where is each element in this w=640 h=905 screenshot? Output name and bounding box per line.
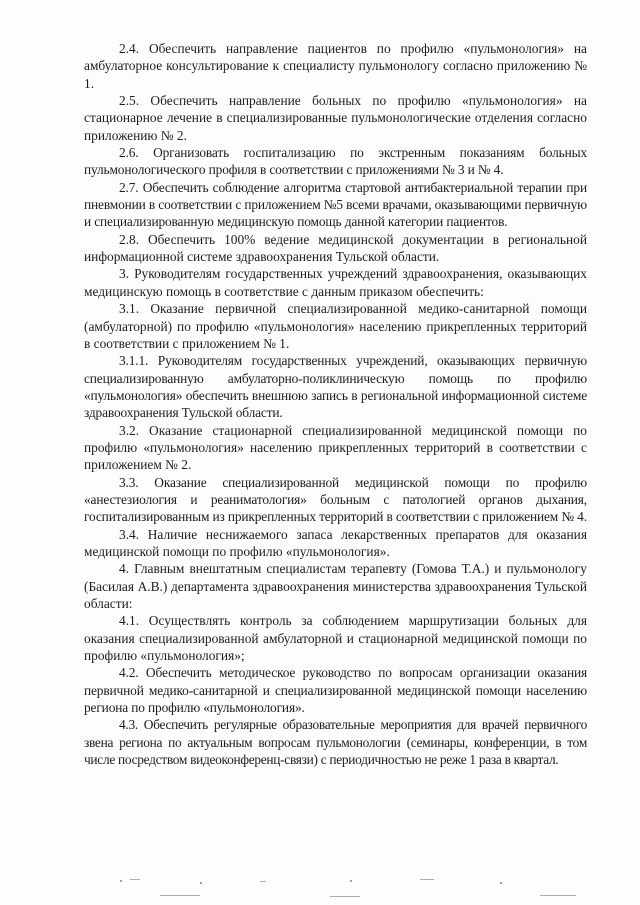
paragraph-3-1: 3.1. Оказание первичной специализированной медико-санитарной помощи (амбулаторной) по профилю «пульмонология» населению прикрепленных территорий в соответствии с приложением № 1. — [84, 301, 587, 351]
scan-artifacts — [0, 870, 640, 900]
paragraph-4-1: 4.1. Осуществлять контроль за соблюдением маршрутизации больных для оказания специализированной амбулаторной и стационарной медицинской помощи по профилю «пульмонология»; — [84, 613, 587, 664]
scan-speck — [120, 880, 122, 882]
scan-speck — [130, 879, 140, 880]
scan-speck — [160, 895, 200, 896]
scan-speck — [350, 880, 352, 882]
paragraph-3: 3. Руководителям государственных учреждений здравоохранения, оказывающих медицинскую помощь в соответствие с данным приказом обеспечить: — [84, 266, 587, 299]
paragraph-3-3: 3.3. Оказание специализированной медицинской помощи по профилю «анестезиология и реаниматология» больным с патологией органов дыхания, госпитализированным из прикрепленных территорий в соответствии с приложением № 4. — [84, 474, 587, 525]
paragraph-2-8: 2.8. Обеспечить 100% ведение медицинской документации в региональной информационной системе здравоохранения Тульской области. — [84, 231, 587, 265]
scan-speck — [200, 882, 202, 884]
paragraph-2-7: 2.7. Обеспечить соблюдение алгоритма стартовой антибактериальной терапии при пневмонии в соответствии с приложением №5 всеми врачами, оказывающими первичную и специализированную медицинскую помощь данной категории пациентов. — [84, 179, 587, 230]
scan-speck — [260, 881, 266, 882]
document-body — [84, 40, 587, 768]
paragraph-2-5: 2.5. Обеспечить направление больных по профилю «пульмонология» на стационарное лечение в специализированные пульмонологические отделения согласно приложению № 2. — [84, 93, 587, 143]
paragraph-3-4: 3.4. Наличие неснижаемого запаса лекарственных препаратов для оказания медицинской помощи по профилю «пульмонология». — [84, 526, 587, 559]
scan-speck — [330, 896, 360, 897]
scan-speck — [420, 879, 434, 880]
paragraph-4: 4. Главным внештатным специалистам терапевту (Гомова Т.А.) и пульмонологу (Басилая А.В.) департамента здравоохранения министерства здравоохранения Тульской области: — [84, 561, 587, 611]
paragraph-3-2: 3.2. Оказание стационарной специализированной медицинской помощи по профилю «пульмонология» населению прикрепленных территорий в соответствии с приложением № 2. — [84, 422, 587, 473]
paragraph-4-3: 4.3. Обеспечить регулярные образовательные мероприятия для врачей первичного звена региона по актуальным вопросам пульмонологии (семинары, конференции, в том числе посредством видеоконференц-связи) с периодичностью не реже 1 раза в квартал. — [84, 717, 587, 768]
scan-speck — [500, 882, 502, 884]
paragraph-2-6: 2.6. Организовать госпитализацию по экстренным показаниям больных пульмонологического профиля в соответствии с приложениями № 3 и № 4. — [84, 145, 587, 178]
scan-speck — [540, 895, 576, 896]
paragraph-3-1-1: 3.1.1. Руководителям государственных учреждений, оказывающих первичную специализированную амбулаторно-поликлиническую помощь по профилю «пульмонология» обеспечить внешнюю запись в региональной информационной системе здравоохранения Тульской области. — [84, 353, 587, 421]
paragraph-4-2: 4.2. Обеспечить методическое руководство по вопросам организации оказания первичной медико-санитарной и специализированной медицинской помощи населению региона по профилю «пульмонология». — [84, 665, 587, 716]
paragraph-2-4: 2.4. Обеспечить направление пациентов по профилю «пульмонология» на амбулаторное консультирование к специалисту пульмонологу согласно приложению № 1. — [84, 41, 587, 91]
